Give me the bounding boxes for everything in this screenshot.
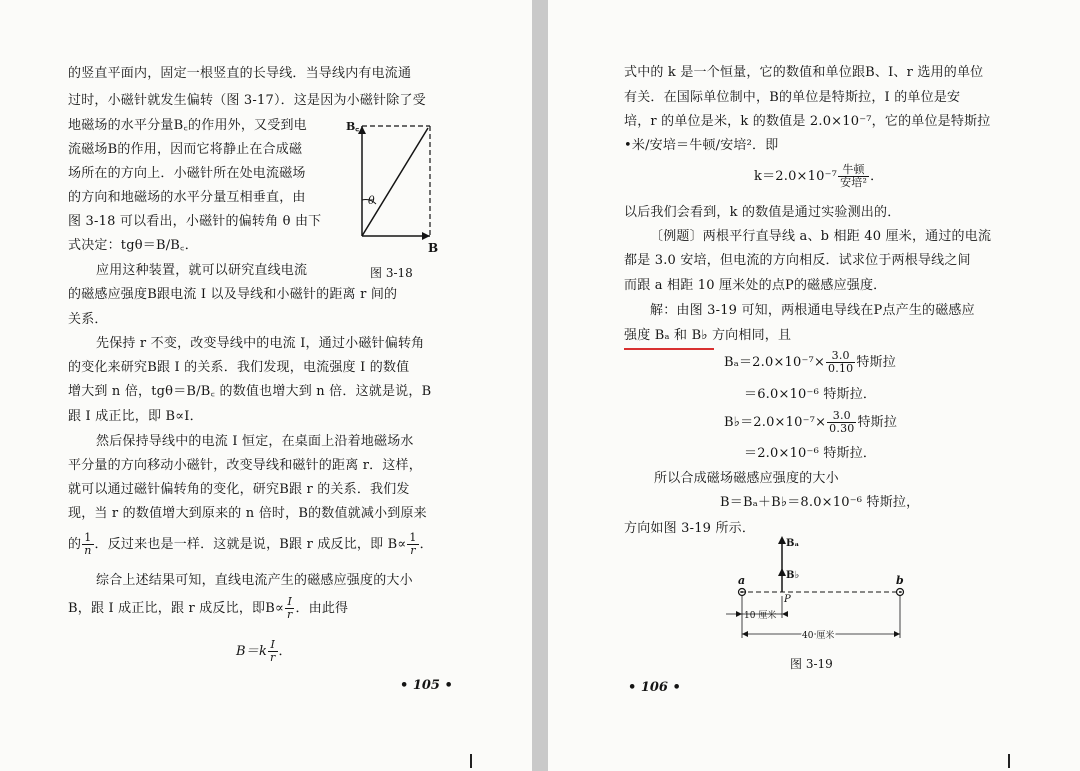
text-line: 的磁感应强度B跟电流 I 以及导线和小磁针的距离 r 间的	[68, 287, 398, 302]
text-line: 应用这种装置，就可以研究直线电流	[96, 263, 308, 278]
text-line: 综合上述结果可知，直线电流产生的磁感应强度的大小	[96, 573, 413, 588]
text-line: 解：由图 3-19 可知，两根通电导线在P点产生的磁感应	[650, 303, 975, 318]
formula-sum: B＝Bₐ＋B♭＝8.0×10⁻⁶ 特斯拉，	[720, 495, 920, 510]
text-line: 平分量的方向移动小磁针，改变导线和磁针的距离 r．这样，	[68, 458, 422, 473]
text-line: 地磁场的水平分量B꜀的作用外，又受到电	[68, 118, 307, 133]
formula-bb-result: ＝2.0×10⁻⁶ 特斯拉．	[744, 446, 877, 461]
page-edge-mark	[1008, 754, 1010, 768]
text-line: 就可以通过磁针偏转角的变化，研究B跟 r 的关系．我们发	[68, 482, 410, 497]
text-fragment: ．	[419, 537, 433, 552]
fraction-3-over-010: $\frac{3.0}{0.10}$	[828, 349, 854, 375]
text-line: 式中的 k 是一个恒量，它的数值和单位跟B、I、r 选用的单位	[624, 65, 984, 80]
fraction-3-over-030: $\frac{3.0}{0.30}$	[829, 409, 855, 435]
text-line: 培，r 的单位是米，k 的数值是 2.0×10⁻⁷，它的单位是特斯拉	[624, 114, 991, 129]
figure-label-b: B	[428, 241, 439, 255]
left-page	[0, 0, 532, 771]
text-fragment: B，跟 I 成正比，跟 r 成反比，即B∝	[68, 601, 284, 616]
text-line: 都是 3.0 安培，但电流的方向相反．试求位于两根导线之间	[624, 253, 971, 268]
text-line: 跟 I 成正比，即 B∝I．	[68, 409, 203, 424]
formula-ba-result: ＝6.0×10⁻⁶ 特斯拉．	[744, 387, 877, 402]
figure-3-18	[344, 112, 444, 262]
formula-suffix: ．	[870, 169, 884, 184]
fraction-i-r: $\frac{I}{r}$	[270, 638, 276, 664]
text-line: 的竖直平面内，固定一根竖直的长导线．当导线内有电流通	[68, 66, 412, 81]
text-line: 流磁场B的作用，因而它将静止在合成磁	[68, 142, 303, 157]
page-number: • 105 •	[400, 678, 453, 693]
text-line: •米/安培＝牛顿/安培²．即	[624, 138, 779, 153]
text-line: 方向如图 3-19 所示．	[624, 521, 756, 536]
fraction-newton-ampere: $\frac{\text{牛顿}}{\text{安培²}}$	[840, 163, 868, 189]
fraction-i-r: $\frac{I}{r}$	[286, 595, 293, 621]
figure-label-p: P	[784, 594, 791, 605]
right-page	[548, 0, 1080, 771]
figure-dim-10: 10 厘米	[744, 611, 777, 621]
text-line: 过时，小磁针就发生偏转（图 3-17）．这是因为小磁针除了受	[68, 93, 426, 108]
text-line-with-fractions	[68, 532, 433, 558]
figure-caption-3-18: 图 3-18	[370, 266, 413, 280]
page-edge-mark	[470, 754, 472, 768]
figure-label-ba: Bₐ	[786, 538, 800, 549]
text-line: 然后保持导线中的电流 I 恒定，在桌面上沿着地磁场水	[96, 434, 414, 449]
fraction-1-r: $\frac{1}{r}$	[409, 531, 417, 557]
figure-label-bc: B꜀	[346, 120, 360, 133]
text-line-with-fraction	[68, 596, 348, 622]
text-line: 增大到 n 倍，tgθ＝B/B꜀ 的数值也增大到 n 倍．这就是说，B	[68, 384, 432, 399]
formula-suffix: 特斯拉	[857, 415, 898, 430]
text-line: 而跟 a 相距 10 厘米处的点P的磁感应强度．	[624, 278, 887, 293]
formula-b-equals-ki-over-r	[236, 638, 292, 666]
page-gutter	[532, 0, 548, 771]
text-line: 以后我们会看到，k 的数值是通过实验测出的．	[624, 205, 901, 220]
text-line: 所以合成磁场磁感应强度的大小	[654, 471, 839, 486]
formula-prefix: B♭＝2.0×10⁻⁷×	[724, 415, 827, 430]
formula-suffix: 特斯拉	[856, 355, 896, 370]
text-fragment: 的	[68, 537, 82, 552]
text-line: 〔例题〕两根平行直导线 a、b 相距 40 厘米，通过的电流	[650, 229, 992, 244]
figure-label-a: a	[738, 574, 746, 587]
fraction-1-n: $\frac{1}{n}$	[84, 531, 92, 557]
formula-prefix: B＝k	[236, 644, 268, 659]
text-line: 强度 Bₐ 和 B♭ 方向相同，且	[624, 328, 792, 343]
text-line: 场所在的方向上．小磁针所在处电流磁场	[68, 166, 306, 181]
text-line: 图 3-18 可以看出，小磁针的偏转角 θ 由下	[68, 214, 322, 229]
formula-prefix: Bₐ＝2.0×10⁻⁷×	[724, 355, 826, 370]
text-line: 式决定：tgθ＝B/B꜀．	[68, 238, 198, 253]
text-line: 先保持 r 不变，改变导线中的电流 I，通过小磁针偏转角	[96, 336, 425, 351]
formula-bb	[724, 408, 897, 438]
figure-caption-3-19: 图 3-19	[790, 657, 833, 671]
formula-suffix: ．	[278, 644, 292, 659]
formula-prefix: k＝2.0×10⁻⁷	[754, 169, 838, 184]
figure-label-bb: B♭	[786, 570, 800, 581]
text-line: 关系．	[68, 312, 108, 327]
text-fragment: ．由此得	[295, 601, 349, 616]
figure-label-theta: θ	[368, 194, 375, 207]
figure-label-b: b	[896, 574, 904, 587]
formula-ba	[724, 348, 896, 378]
red-underline	[624, 348, 714, 350]
text-line: 现，当 r 的数值增大到原来的 n 倍时，B的数值就减小到原来	[68, 506, 427, 521]
figure-3-19	[720, 532, 920, 652]
page-number: • 106 •	[628, 680, 681, 695]
formula-k	[754, 162, 883, 192]
text-line: 的方向和地磁场的水平分量互相垂直，由	[68, 190, 306, 205]
text-fragment: ．反过来也是一样．这就是说，B跟 r 成反比，即 B∝	[94, 537, 407, 552]
figure-dim-40: 40 厘米	[802, 631, 835, 641]
text-line: 有关．在国际单位制中，B的单位是特斯拉，I 的单位是安	[624, 90, 961, 105]
text-line: 的变化来研究B跟 I 的关系．我们发现，电流强度 I 的数值	[68, 360, 410, 375]
